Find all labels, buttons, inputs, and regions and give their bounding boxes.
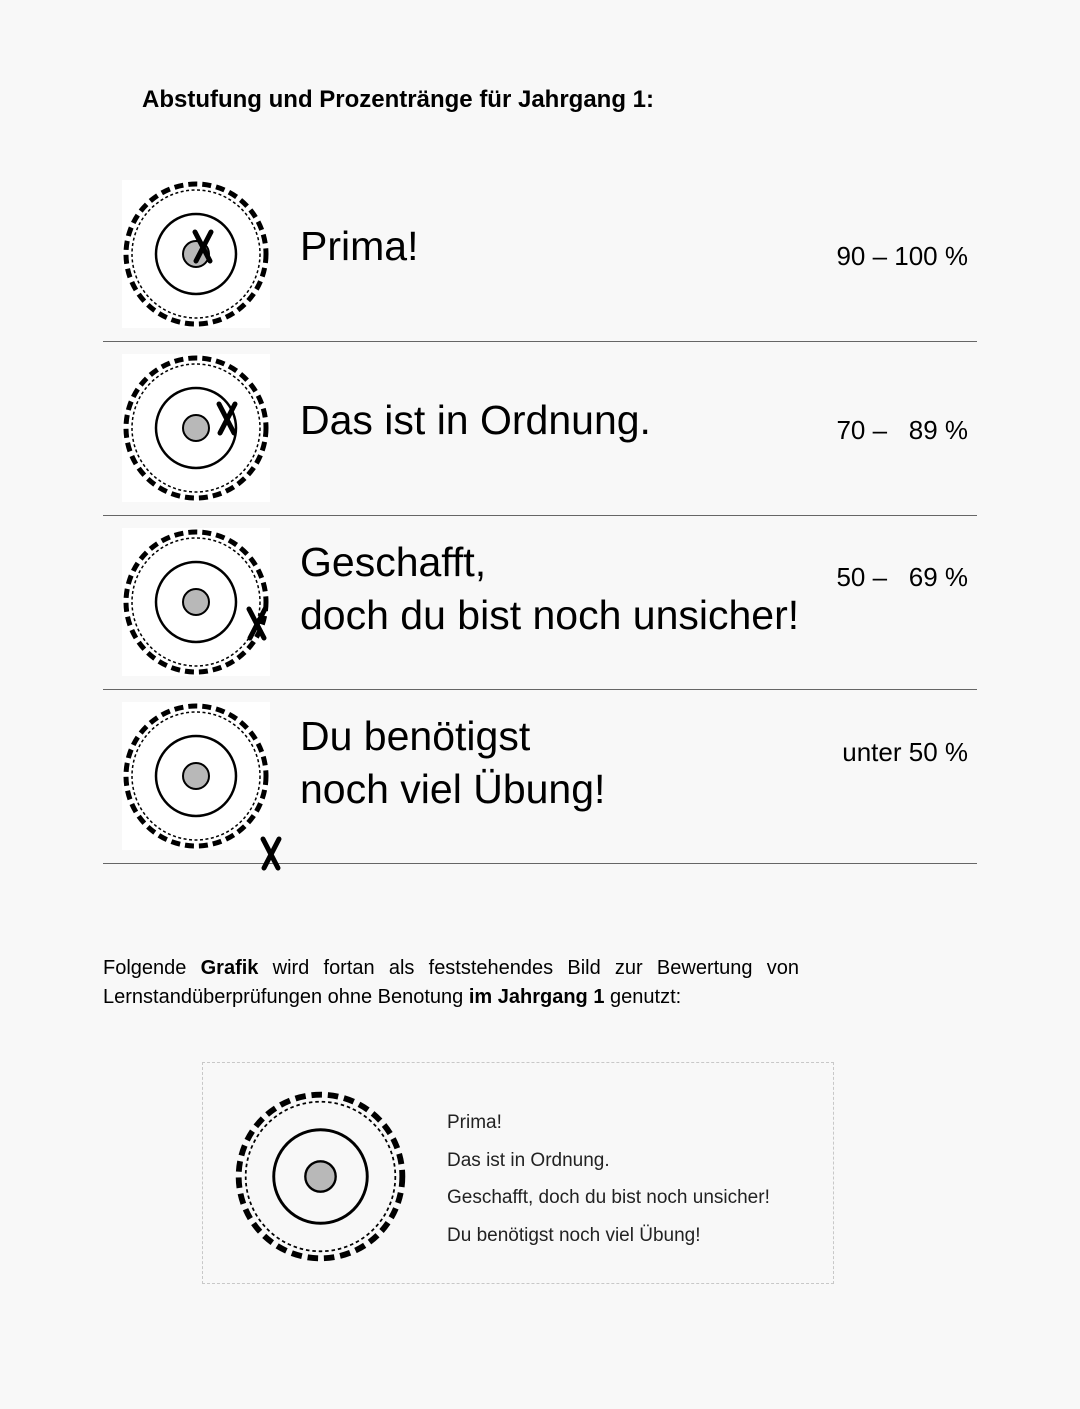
- grade-label: [300, 710, 605, 816]
- x-mark-icon: [219, 404, 235, 433]
- target-svg: [122, 702, 270, 850]
- target-icon: [122, 354, 270, 502]
- x-mark-icon: [263, 839, 279, 868]
- target-icon: [122, 528, 270, 676]
- intro-bold: im Jahrgang 1: [468, 986, 605, 1008]
- grade-range: 50 – 69 %: [836, 562, 968, 592]
- legend-item: Prima!: [447, 1112, 502, 1133]
- target-svg: [122, 180, 270, 328]
- grade-label-line: Geschafft,: [300, 539, 487, 585]
- target-svg: [234, 1090, 407, 1263]
- intro-text: wird fortan als feststehendes Bild zur Bewertung von Lernstandüberprüfungen ohne Benotung: [103, 957, 799, 1008]
- legend-item: Geschafft, doch du bist noch unsicher!: [447, 1187, 770, 1208]
- grade-table: [103, 168, 977, 864]
- legend-target-icon: [234, 1090, 407, 1268]
- intro-text: genutzt:: [604, 986, 682, 1008]
- target-icon: [122, 180, 270, 328]
- grade-row-uebung: [103, 690, 977, 864]
- legend-item: Du benötigst noch viel Übung!: [447, 1224, 701, 1246]
- target-svg: [122, 354, 270, 502]
- grade-label-line: Prima!: [300, 223, 419, 269]
- grade-row-geschafft: [103, 516, 977, 690]
- grade-label: [300, 536, 799, 642]
- legend-box: [202, 1062, 834, 1284]
- intro-bold: Grafik: [200, 957, 259, 979]
- grade-label-line: doch du bist noch unsicher!: [300, 592, 800, 638]
- legend-list: [447, 1109, 770, 1259]
- grade-range: 70 – 89 %: [836, 415, 968, 445]
- target-icon: [122, 702, 270, 850]
- intro-text: Folgende: [103, 957, 201, 979]
- target-svg: [122, 528, 270, 676]
- grade-range: unter 50 %: [842, 737, 968, 767]
- page-heading: Abstufung und Prozentränge für Jahrgang 1:: [142, 86, 655, 113]
- grade-row-ordnung: [103, 342, 977, 516]
- grade-label-line: Du benötigst: [300, 713, 531, 759]
- grade-label-line: noch viel Übung!: [300, 766, 606, 812]
- grade-label: [300, 394, 651, 447]
- intro-paragraph: [103, 954, 799, 1012]
- grade-range: 90 – 100 %: [836, 241, 968, 271]
- grade-label: [300, 220, 418, 273]
- legend-item: Das ist in Ordnung.: [447, 1149, 610, 1171]
- grade-row-prima: [103, 168, 977, 342]
- grade-label-line: Das ist in Ordnung.: [300, 397, 651, 443]
